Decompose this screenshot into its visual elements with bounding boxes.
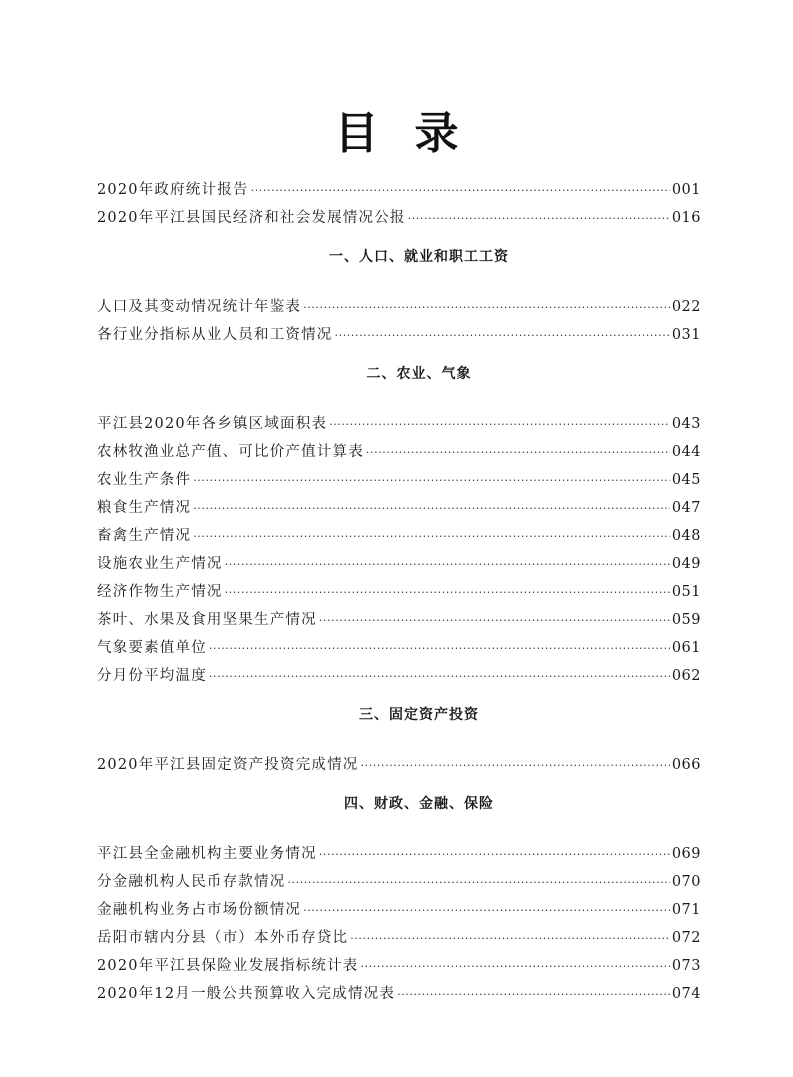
toc-entry-page: 071 [671, 902, 701, 918]
toc-entry[interactable] [97, 578, 701, 606]
toc-entry[interactable] [97, 952, 701, 980]
toc-entry-title: 各行业分指标从业人员和工资情况 [97, 327, 333, 343]
dot-leader [319, 841, 670, 869]
toc-entry[interactable] [97, 751, 701, 779]
toc-entry-title: 2020年平江县固定资产投资完成情况 [97, 757, 359, 773]
toc-entry-page: 059 [671, 612, 701, 628]
toc-entry[interactable] [97, 896, 701, 924]
toc-entry-title: 设施农业生产情况 [97, 556, 223, 572]
toc-entry[interactable] [97, 204, 701, 232]
toc-entry-page: 051 [671, 584, 701, 600]
toc-entry-page: 048 [671, 528, 701, 544]
toc-entry-title: 茶叶、水果及食用坚果生产情况 [97, 612, 317, 628]
dot-leader [225, 579, 670, 607]
page-title: 目录 [334, 108, 495, 159]
dot-leader [361, 752, 670, 780]
toc-entry[interactable] [97, 522, 701, 550]
toc-entry-page: 073 [671, 958, 701, 974]
dot-leader [193, 495, 670, 523]
dot-leader [366, 439, 670, 467]
dot-leader [193, 467, 670, 495]
toc-entry-page: 061 [671, 640, 701, 656]
toc-entry-title: 农林牧渔业总产值、可比价产值计算表 [97, 444, 364, 460]
dot-leader [225, 551, 670, 579]
dot-leader [209, 663, 670, 691]
toc-entry-page: 043 [671, 416, 701, 432]
dot-leader [408, 205, 670, 233]
toc-entry[interactable] [97, 980, 701, 1008]
toc-entry[interactable] [97, 293, 701, 321]
toc-entry-page: 044 [671, 444, 701, 460]
toc-entry[interactable] [97, 466, 701, 494]
toc-entry[interactable] [97, 868, 701, 896]
toc-entry-title: 畜禽生产情况 [97, 528, 192, 544]
toc-entry-title: 2020年平江县保险业发展指标统计表 [97, 958, 359, 974]
toc-entry[interactable] [97, 840, 701, 868]
dot-leader [335, 322, 670, 350]
toc-entry-title: 气象要素值单位 [97, 640, 207, 656]
dot-leader [350, 925, 670, 953]
dot-leader [303, 294, 670, 322]
toc-entry-page: 001 [671, 182, 701, 198]
toc-entry-page: 074 [671, 986, 701, 1002]
toc-entry-title: 人口及其变动情况统计年鉴表 [97, 299, 302, 315]
toc-entry-page: 062 [671, 668, 701, 684]
toc-entry[interactable] [97, 410, 701, 438]
toc-entry-page: 022 [671, 299, 701, 315]
toc-entry-page: 066 [671, 757, 701, 773]
toc-entry[interactable] [97, 662, 701, 690]
toc-entry-title: 2020年政府统计报告 [97, 182, 249, 198]
toc-entry[interactable] [97, 438, 701, 466]
toc-entry-page: 072 [671, 930, 701, 946]
toc-entry-title: 平江县2020年各乡镇区域面积表 [97, 416, 328, 432]
toc-entry-title: 2020年12月一般公共预算收入完成情况表 [97, 986, 396, 1002]
dot-leader [251, 177, 670, 205]
toc-entry-title: 分金融机构人民币存款情况 [97, 874, 286, 890]
toc-entry[interactable] [97, 634, 701, 662]
toc-entry-page: 031 [671, 327, 701, 343]
dot-leader [361, 953, 670, 981]
section-heading: 四、财政、金融、保险 [344, 796, 494, 812]
toc-entry-page: 070 [671, 874, 701, 890]
toc-entry[interactable] [97, 494, 701, 522]
toc-entry-title: 农业生产条件 [97, 472, 192, 488]
toc-entry[interactable] [97, 606, 701, 634]
toc-entry-title: 岳阳市辖内分县（市）本外币存贷比 [97, 930, 349, 946]
toc-entry-page: 049 [671, 556, 701, 572]
toc-entry-page: 047 [671, 500, 701, 516]
toc-entry-title: 经济作物生产情况 [97, 584, 223, 600]
section-heading: 三、固定资产投资 [359, 707, 479, 723]
toc-entry[interactable] [97, 924, 701, 952]
toc-entry-page: 016 [671, 210, 701, 226]
toc-entry[interactable] [97, 176, 701, 204]
dot-leader [193, 523, 670, 551]
toc-entry-title: 金融机构业务占市场份额情况 [97, 902, 302, 918]
toc-entry[interactable] [97, 550, 701, 578]
section-heading: 一、人口、就业和职工工资 [329, 249, 509, 265]
toc-entry[interactable] [97, 321, 701, 349]
dot-leader [397, 981, 670, 1009]
dot-leader [209, 635, 670, 663]
section-heading: 二、农业、气象 [366, 366, 472, 382]
dot-leader [329, 411, 670, 439]
toc-entry-title: 2020年平江县国民经济和社会发展情况公报 [97, 210, 406, 226]
toc-entry-title: 分月份平均温度 [97, 668, 207, 684]
toc-entry-title: 粮食生产情况 [97, 500, 192, 516]
table-of-contents [97, 176, 701, 1008]
dot-leader [287, 869, 669, 897]
toc-entry-page: 069 [671, 846, 701, 862]
dot-leader [319, 607, 670, 635]
toc-entry-page: 045 [671, 472, 701, 488]
toc-entry-title: 平江县全金融机构主要业务情况 [97, 846, 317, 862]
dot-leader [303, 897, 670, 925]
